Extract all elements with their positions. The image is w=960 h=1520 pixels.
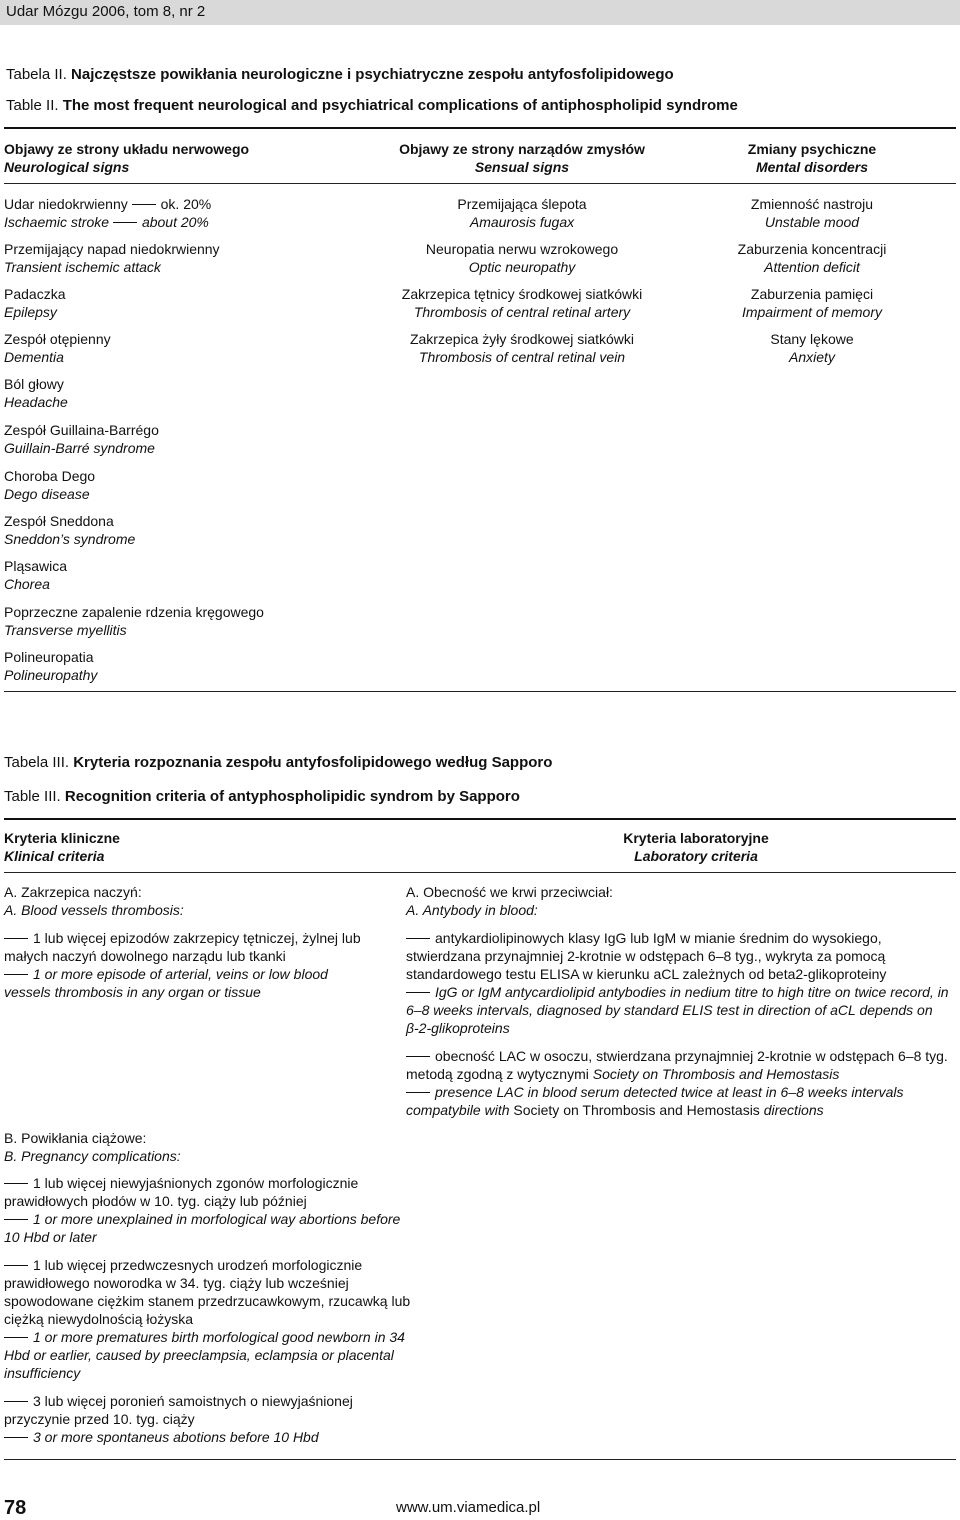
lab-item-lac: obecność LAC w osoczu, stwierdzana przynajmniej 2-krotnie w odstępach 6–8 tyg. metodą zgodną z wytycznymi Society on Thrombosis and Hemostasis presence LAC in blood serum detected twice at least in 6–8 weeks intervals compatybile with Society on Thrombosis and Hemostasis directions <box>406 1048 948 1118</box>
dash-mark <box>4 1401 28 1402</box>
dash-mark <box>406 992 430 993</box>
neuro-item: Zespół Sneddona Sneddon’s syndrome <box>4 513 136 547</box>
dash-mark <box>4 938 28 939</box>
neuro-item: Przemijający napad niedokrwienny Transient ischemic attack <box>4 241 220 275</box>
neuro-item: Zespół Guillaina-Barrégo Guillain-Barré syndrome <box>4 422 159 456</box>
table2-title-en: Table II. The most frequent neurological and psychiatrical complications of antiphospholipid syndrome <box>6 97 738 114</box>
table3-header-rule <box>4 872 956 873</box>
table3-top-rule <box>4 818 956 820</box>
mental-item: Zaburzenia koncentracji Attention deficit <box>737 241 887 275</box>
dash-mark <box>4 1437 28 1438</box>
table3-col-lab-head: Kryteria laboratoryjne Laboratory criteria <box>623 830 769 864</box>
dash-mark <box>4 1183 28 1184</box>
lab-item-acl: antykardiolipinowych klasy IgG lub IgM w mianie średnim do wysokiego, stwierdzana przynajmniej 2-krotnie w odstępach 6–8 tyg., wykryta za pomocą standardowego testu ELISA w kierunku aCL zależnych od beta2-glikoproteiny IgG or IgM antycardiolipid antybodies in nedium titre to high titre on twice record, in 6–8 weeks intervals, diagnosed by standard ELIS test in direction of aCL depends on β-2-glikoproteins <box>406 930 949 1036</box>
neuro-item: Pląsawica Chorea <box>4 558 68 592</box>
clinical-b-item: 3 lub więcej poronień samoistnych o niewyjaśnionej przyczynie przed 10. tyg. ciąży 3 or more spontaneus abotions before 10 Hbd <box>4 1393 353 1445</box>
table2-title-pl: Tabela II. Najczęstsze powikłania neurologiczne i psychiatryczne zespołu antyfosfolipidowego <box>6 66 674 83</box>
page-number: 78 <box>4 1497 27 1519</box>
table3-bottom-rule <box>4 1459 956 1460</box>
table2-col-neuro-head: Objawy ze strony układu nerwowego Neurological signs <box>4 141 250 175</box>
dash-mark <box>406 938 430 939</box>
clinical-a-item: 1 lub więcej epizodów zakrzepicy tętniczej, żylnej lub małych naczyń dowolnego narządu lub tkanki 1 or more episode of arterial, veins or low blood vessels thrombosis in any organ or tissue <box>4 930 361 1000</box>
lab-section-heading: A. Obecność we krwi przeciwciał: A. Antybody in blood: <box>406 884 613 918</box>
dash-mark <box>4 974 28 975</box>
table3-title-pl: Tabela III. Kryteria rozpoznania zespołu antyfosfolipidowego według Sapporo <box>4 754 553 771</box>
dash-mark <box>132 204 156 205</box>
dash-mark <box>113 222 137 223</box>
clinical-b-item: 1 lub więcej przedwczesnych urodzeń morfologicznie prawidłowego noworodka w 34. tyg. ciąży lub wcześniej spowodowane ciężkim stanem przedrzucawkowym, rzucawką lub ciężką niewydolnością łożyska 1 or more prematures birth morfological good newborn in 34 Hbd or earlier, caused by preeclampsia, eclampsia or placental insufficiency <box>4 1257 411 1381</box>
neuro-item: Padaczka Epilepsy <box>4 286 66 320</box>
neuro-item: Poprzeczne zapalenie rdzenia kręgowego Transverse myellitis <box>4 604 264 638</box>
dash-mark <box>4 1337 28 1338</box>
sensual-item: Neuropatia nerwu wzrokowego Optic neuropathy <box>425 241 619 275</box>
journal-title: Udar Mózgu 2006, tom 8, nr 2 <box>6 3 206 20</box>
mental-item: Zmienność nastroju Unstable mood <box>750 196 874 230</box>
table2-bottom-rule <box>4 691 956 692</box>
table3-col-clinical-head: Kryteria kliniczne Klinical criteria <box>4 830 120 864</box>
table2-top-rule <box>4 127 956 129</box>
table2-col-sensual-head: Objawy ze strony narządów zmysłów Sensual signs <box>399 141 645 175</box>
dash-mark <box>406 1056 430 1057</box>
neuro-item: Choroba Dego Dego disease <box>4 468 96 502</box>
dash-mark <box>406 1092 430 1093</box>
mental-item: Zaburzenia pamięci Impairment of memory <box>741 286 883 320</box>
journal-url[interactable]: www.um.viamedica.pl <box>396 1499 541 1516</box>
sensual-item: Przemijająca ślepota Amaurosis fugax <box>457 196 587 230</box>
table2-header-rule <box>4 183 956 184</box>
dash-mark <box>4 1265 28 1266</box>
table3-title-en: Table III. Recognition criteria of antyphospholipidic syndrom by Sapporo <box>4 788 520 805</box>
table2-col-mental-head: Zmiany psychiczne Mental disorders <box>747 141 877 175</box>
neuro-item: Udar niedokrwienny ok. 20% Ischaemic stroke about 20% <box>4 196 212 230</box>
neuro-item: Ból głowy Headache <box>4 376 68 410</box>
sensual-item: Zakrzepica żyły środkowej siatkówki Thrombosis of central retinal vein <box>409 331 635 365</box>
neuro-item: Zespół otępienny Dementia <box>4 331 111 365</box>
clinical-section-b-heading: B. Powikłania ciążowe: B. Pregnancy complications: <box>4 1130 181 1164</box>
sensual-item: Zakrzepica tętnicy środkowej siatkówki Thrombosis of central retinal artery <box>401 286 643 320</box>
clinical-b-item: 1 lub więcej niewyjaśnionych zgonów morfologicznie prawidłowych płodów w 10. tyg. ciąży lub później 1 or more unexplained in morfological way abortions before 10 Hbd or later <box>4 1175 401 1245</box>
clinical-section-a-heading: A. Zakrzepica naczyń: A. Blood vessels thrombosis: <box>4 884 184 918</box>
mental-item: Stany lękowe Anxiety <box>770 331 854 365</box>
neuro-item: Polineuropatia Polineuropathy <box>4 649 98 683</box>
dash-mark <box>4 1219 28 1220</box>
